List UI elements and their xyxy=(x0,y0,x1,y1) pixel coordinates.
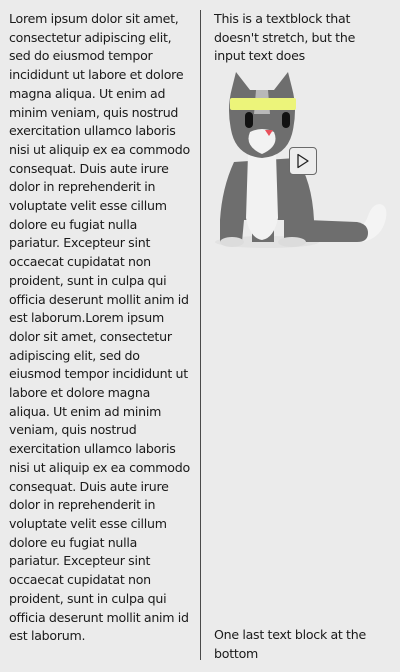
play-icon xyxy=(296,153,310,169)
bottom-text-block: One last text block at the bottom xyxy=(214,627,366,661)
play-button[interactable] xyxy=(289,147,317,175)
long-lorem-text-block: Lorem ipsum dolor sit amet, consectetur adipiscing elit, sed do eiusmod tempor incididunt ut labore et dolore magna aliqua. Ut enim ad minim veniam, quis nostrud exercitation ullamco laboris nisi ut aliquip ex ea commodo consequat. Duis aute irure dolor in reprehenderit in voluptate velit esse cillum dolore eu fugiat nulla pariatur. Excepteur sint occaecat cupidatat non proident, sunt in culpa qui officia deserunt mollit anim id est laborum.Lorem ipsum dolor sit amet, consectetur adipiscing elit, sed do eiusmod tempor incididunt ut labore et dolore magna aliqua. Ut enim ad minim veniam, quis nostrud exercitation ullamco laboris nisi ut aliquip ex ea commodo consequat. Duis aute irure dolor in reprehenderit in voluptate velit esse cillum dolore eu fugiat nulla pariatur. Excepteur sint occaecat cupidatat non proident, sunt in culpa qui officia deserunt mollit anim id est laborum. xyxy=(9,11,190,644)
non-stretching-text-block: This is a textblock that doesn't stretch, but the input text does xyxy=(214,11,356,64)
column-divider xyxy=(200,10,201,660)
